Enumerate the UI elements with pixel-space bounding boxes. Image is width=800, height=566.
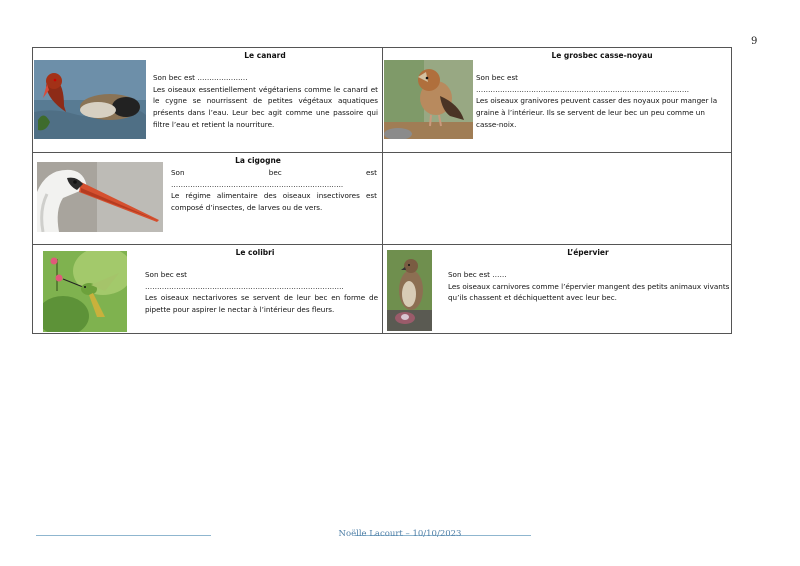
cell-colibri: [33, 245, 382, 334]
cell-text: [476, 72, 728, 131]
beak-blank-line: ………………………………………………………….…..: [171, 179, 344, 189]
cell-title: L’épervier: [567, 248, 609, 257]
cell-text: [448, 269, 730, 304]
cell-title: Le colibri: [235, 248, 275, 257]
cell-epervier: [383, 245, 733, 334]
beak-blank-line: Son bec est …………………: [153, 73, 248, 82]
cell-title: La cigogne: [235, 156, 281, 165]
stork-photo: [37, 162, 163, 232]
cell-title: Le canard: [244, 51, 286, 60]
hawfinch-photo: [384, 60, 473, 139]
beak-word: est: [365, 168, 377, 177]
cell-title: Le grosbec casse-noyau: [551, 51, 653, 60]
cell-description: Le régime alimentaire des oiseaux insectivores est composé d’insectes, de larves ou de vers.: [171, 191, 377, 213]
sparrowhawk-photo: [387, 250, 432, 331]
cell-cigogne: [33, 153, 382, 244]
beak-blank-line: Son bec est ………………………………………………………………………..: [145, 270, 344, 291]
cell-empty: [383, 153, 733, 244]
cell-canard: [33, 48, 382, 152]
beak-blank-line: Son bec est ………………………………………………………………………..……: [476, 73, 690, 94]
cell-text: [145, 269, 378, 316]
cell-description: Les oiseaux carnivores comme l’épervier mangent des petits animaux vivants qu’ils chassent et déchiquettent avec leur bec.: [448, 281, 730, 303]
bird-beak-table: [32, 47, 732, 334]
hummingbird-photo: [43, 251, 127, 332]
duck-photo: [34, 60, 146, 139]
cell-text: [171, 167, 377, 214]
cell-description: Les oiseaux granivores peuvent casser des noyaux pour manger la graine à l’intérieur. Ils se servent de leur bec un peu comme un casse-noix.: [476, 96, 718, 129]
cell-description: Les oiseaux essentiellement végétariens comme le canard et le cygne se nourrissent de petites végétaux aquatiques présents dans l’eau. Leur bec agit comme une passoire qui filtre l’eau et retient la nourriture.: [153, 84, 378, 129]
cell-description: Les oiseaux nectarivores se servent de leur bec en forme de pipette pour aspirer le nectar à l’intérieur des fleurs.: [145, 293, 378, 315]
beak-blank-line: Son bec est ……: [448, 270, 507, 279]
beak-word: Son: [171, 168, 185, 177]
cell-text: [153, 72, 378, 131]
page-number: 9: [751, 36, 758, 47]
beak-word: bec: [268, 168, 282, 177]
cell-grosbec: [383, 48, 733, 152]
beak-question: [171, 167, 377, 179]
footer-author-date: Noëlle Lacourt – 10/10/2023: [338, 529, 462, 539]
